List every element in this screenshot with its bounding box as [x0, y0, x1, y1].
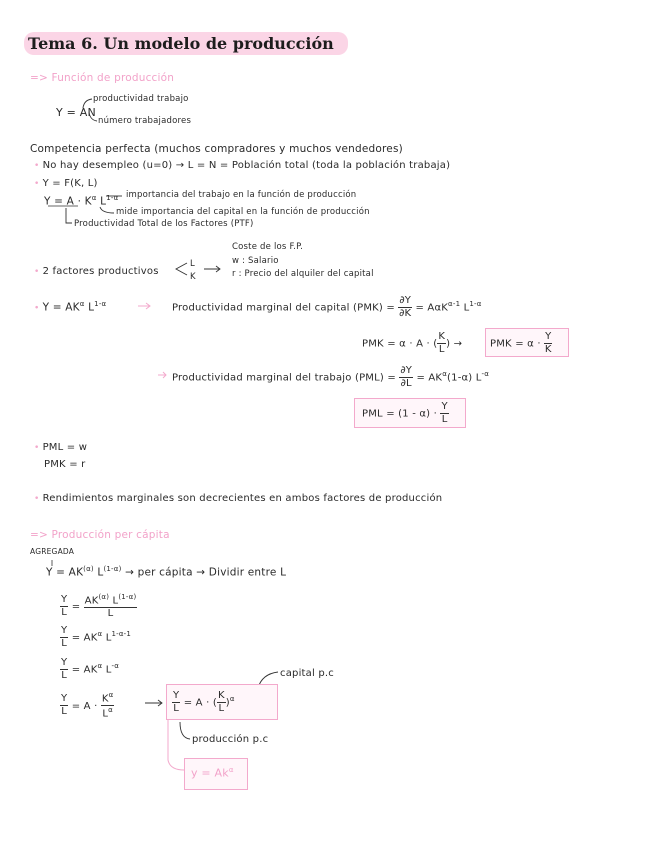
bullet-no-desempleo: • No hay desempleo (u=0) → L = N = Población total (toda la población trabaja)	[34, 160, 451, 171]
step4-k-exp: α	[108, 691, 114, 699]
pmk-line2: PMK = α · A ·	[362, 338, 430, 350]
funcion-text: Y = F(K, L)	[42, 178, 98, 189]
pml-label: Productividad marginal del trabajo (PML) =	[172, 372, 396, 384]
bullet-rendimientos: • Rendimientos marginales son decrecientes en ambos factores de producción	[34, 493, 443, 504]
y-over-l-5	[172, 691, 180, 714]
step1-exp: (1-α)	[118, 593, 137, 601]
pml-exp-alpha: α	[442, 370, 448, 379]
pmk-result	[490, 332, 552, 355]
y2: Y	[61, 625, 68, 636]
per-capita-step-2	[60, 626, 131, 649]
pml-box-text: PML = (1 - α) ·	[362, 408, 438, 420]
pml-w-text: PML = w	[42, 442, 88, 453]
step1-num: AK	[84, 595, 99, 607]
per-capita-step-3	[60, 658, 119, 681]
formula-y-an: Y = AN	[56, 106, 96, 119]
l5: L	[173, 703, 180, 714]
y4: Y	[61, 693, 68, 705]
dl: ∂L	[400, 378, 412, 389]
no-desempleo-text: No hay desempleo (u=0) → L = N = Población total (toda la población trabaja)	[42, 160, 451, 171]
factor-k: K	[190, 272, 196, 282]
final-result	[191, 766, 234, 780]
f1-exp-a: (α)	[83, 565, 94, 573]
box-exp: α	[229, 695, 235, 704]
bullet-pml-w: • PML = w	[34, 442, 88, 453]
f1-exp-1ma: (1-α)	[103, 565, 122, 573]
pml-eq: = AK	[416, 372, 443, 384]
pmk-l: L	[463, 302, 470, 314]
l-den: L	[438, 344, 445, 355]
bullet-marginal: • $Y = AK^\alpha$ $L^{1-\alpha}$	[34, 300, 107, 314]
box-k: K	[217, 690, 225, 701]
pmk-r: PMK = r	[44, 459, 86, 470]
formula-main: Y = A · K	[44, 195, 92, 208]
pmk-box-text: PMK = α ·	[490, 338, 541, 350]
l1: L	[61, 607, 68, 619]
agregada-label: AGREGADA	[30, 547, 75, 556]
step3-exp1: α	[97, 662, 103, 671]
precio-capital: r : Precio del alquiler del capital	[232, 269, 374, 279]
step1-den: L	[107, 608, 114, 620]
pmk-exp-1ma: 1-α	[469, 300, 482, 309]
step2-exp1: α	[97, 630, 103, 639]
exp-alpha: α	[91, 194, 97, 202]
box-a: = A ·	[183, 697, 210, 709]
y-over-l-4	[60, 694, 68, 717]
marg-exp-1ma: 1-α	[94, 300, 107, 308]
f1-l: L	[97, 566, 104, 579]
pmk-definition	[172, 296, 482, 319]
pmk-simplified: PMK = α · A · ( $\frac{K}{L}$ ) →	[362, 331, 463, 355]
step2-exp2: 1-α-1	[111, 630, 132, 639]
per-capita-step-1: $\frac{Y}{L}$ = $\frac{AK^{(\alpha)} L^{(1-\alpha)}}{L}$	[61, 593, 137, 620]
dk: ∂K	[399, 308, 412, 319]
pml-definition	[172, 366, 489, 389]
step4-a: = A ·	[71, 700, 98, 712]
y-l-fraction	[440, 402, 448, 425]
step2-base: = AK	[71, 632, 98, 644]
coste-fp: Coste de los F.P.	[232, 242, 303, 252]
formula-l: L	[100, 195, 107, 208]
k-num: K	[438, 331, 446, 342]
dy-dk-fraction	[398, 296, 412, 319]
y-over-l-3	[60, 658, 68, 681]
k-den: K	[544, 344, 552, 355]
y-num: Y	[545, 331, 552, 342]
y1: Y	[61, 594, 68, 606]
final-exp: α	[228, 766, 234, 774]
step1-fraction	[84, 594, 138, 619]
formula-agregada	[46, 565, 286, 579]
y-over-l-1	[60, 595, 68, 618]
competencia-heading: Competencia perfecta (muchos compradores y muchos vendedores)	[30, 143, 403, 155]
section-heading-produccion: => Función de producción	[30, 72, 175, 84]
annotation-produccion-pc: producción p.c	[192, 734, 269, 745]
box-l: L	[218, 703, 225, 714]
l3: L	[61, 670, 68, 681]
dy-dl-fraction	[399, 366, 413, 389]
annotation-ptf: Productividad Total de los Factores (PTF)	[74, 219, 254, 229]
exp-1-alpha: 1-α	[106, 194, 119, 202]
dy-2: ∂Y	[400, 365, 413, 376]
l-den-2: L	[441, 414, 448, 425]
y-over-l-2	[60, 626, 68, 649]
k-alpha-over-l-alpha	[101, 692, 115, 720]
annotation-numero-trabajadores: número trabajadores	[98, 116, 192, 126]
marg-y: Y = AK	[42, 301, 80, 314]
pmk-eq: = AαK	[415, 302, 449, 314]
per-capita-step-4	[60, 692, 114, 720]
f1-base: Y = AK	[46, 566, 84, 579]
pmk-label: Productividad marginal del capital (PMK) =	[172, 302, 395, 314]
exp-alpha-1: α-1	[448, 300, 461, 309]
marg-l: L	[88, 301, 95, 314]
step3-base: = AK	[71, 664, 98, 676]
k-l-fraction	[437, 332, 446, 355]
marg-exp-alpha: α	[79, 300, 85, 308]
y-k-fraction	[544, 332, 552, 355]
final-text: y = Ak	[191, 766, 229, 780]
factores-text: 2 factores productivos	[42, 266, 159, 277]
pml-result	[362, 402, 449, 425]
pml-exp-minus-alpha: -α	[481, 370, 490, 379]
dy: ∂Y	[399, 295, 412, 306]
pml-eq2: (1-α) L	[447, 372, 482, 384]
rendimientos-text: Rendimientos marginales son decrecientes en ambos factores de producción	[42, 493, 443, 504]
step3-exp2: -α	[111, 662, 120, 671]
y5: Y	[173, 690, 180, 701]
annotation-importancia-capital: mide importancia del capital en la función de producción	[116, 207, 370, 217]
step2-l: L	[105, 632, 112, 644]
salario: w : Salario	[232, 256, 279, 266]
bullet-factores: • 2 factores productivos	[34, 266, 159, 277]
section-heading-per-capita: => Producción per cápita	[30, 529, 170, 541]
step1-exp-a: (α)	[98, 593, 110, 601]
l2: L	[61, 638, 68, 649]
y-num-2: Y	[441, 401, 448, 412]
annotation-importancia-trabajo: importancia del trabajo en la función de producción	[126, 190, 357, 200]
f1-text: → per cápita → Dividir entre L	[125, 566, 287, 579]
l4: L	[61, 706, 68, 718]
bullet-funcion: • Y = F(K, L)	[34, 178, 98, 189]
annotation-capital-pc: capital p.c	[280, 668, 334, 679]
page-title: Tema 6. Un modelo de producción	[24, 32, 348, 55]
step4-k: K	[101, 693, 109, 705]
per-capita-result: $\frac{Y}{L}$ = A · ( $\frac{K}{L}$ )$^\alpha$	[173, 690, 235, 714]
step3-l: L	[105, 664, 112, 676]
y3: Y	[61, 657, 68, 668]
step4-l-exp: α	[108, 706, 113, 715]
factor-l: L	[190, 259, 195, 269]
step4-l: L	[102, 708, 109, 720]
annotation-productividad-trabajo: productividad trabajo	[93, 94, 189, 104]
step1-l: L	[112, 595, 119, 607]
k-over-l-box	[217, 691, 226, 714]
